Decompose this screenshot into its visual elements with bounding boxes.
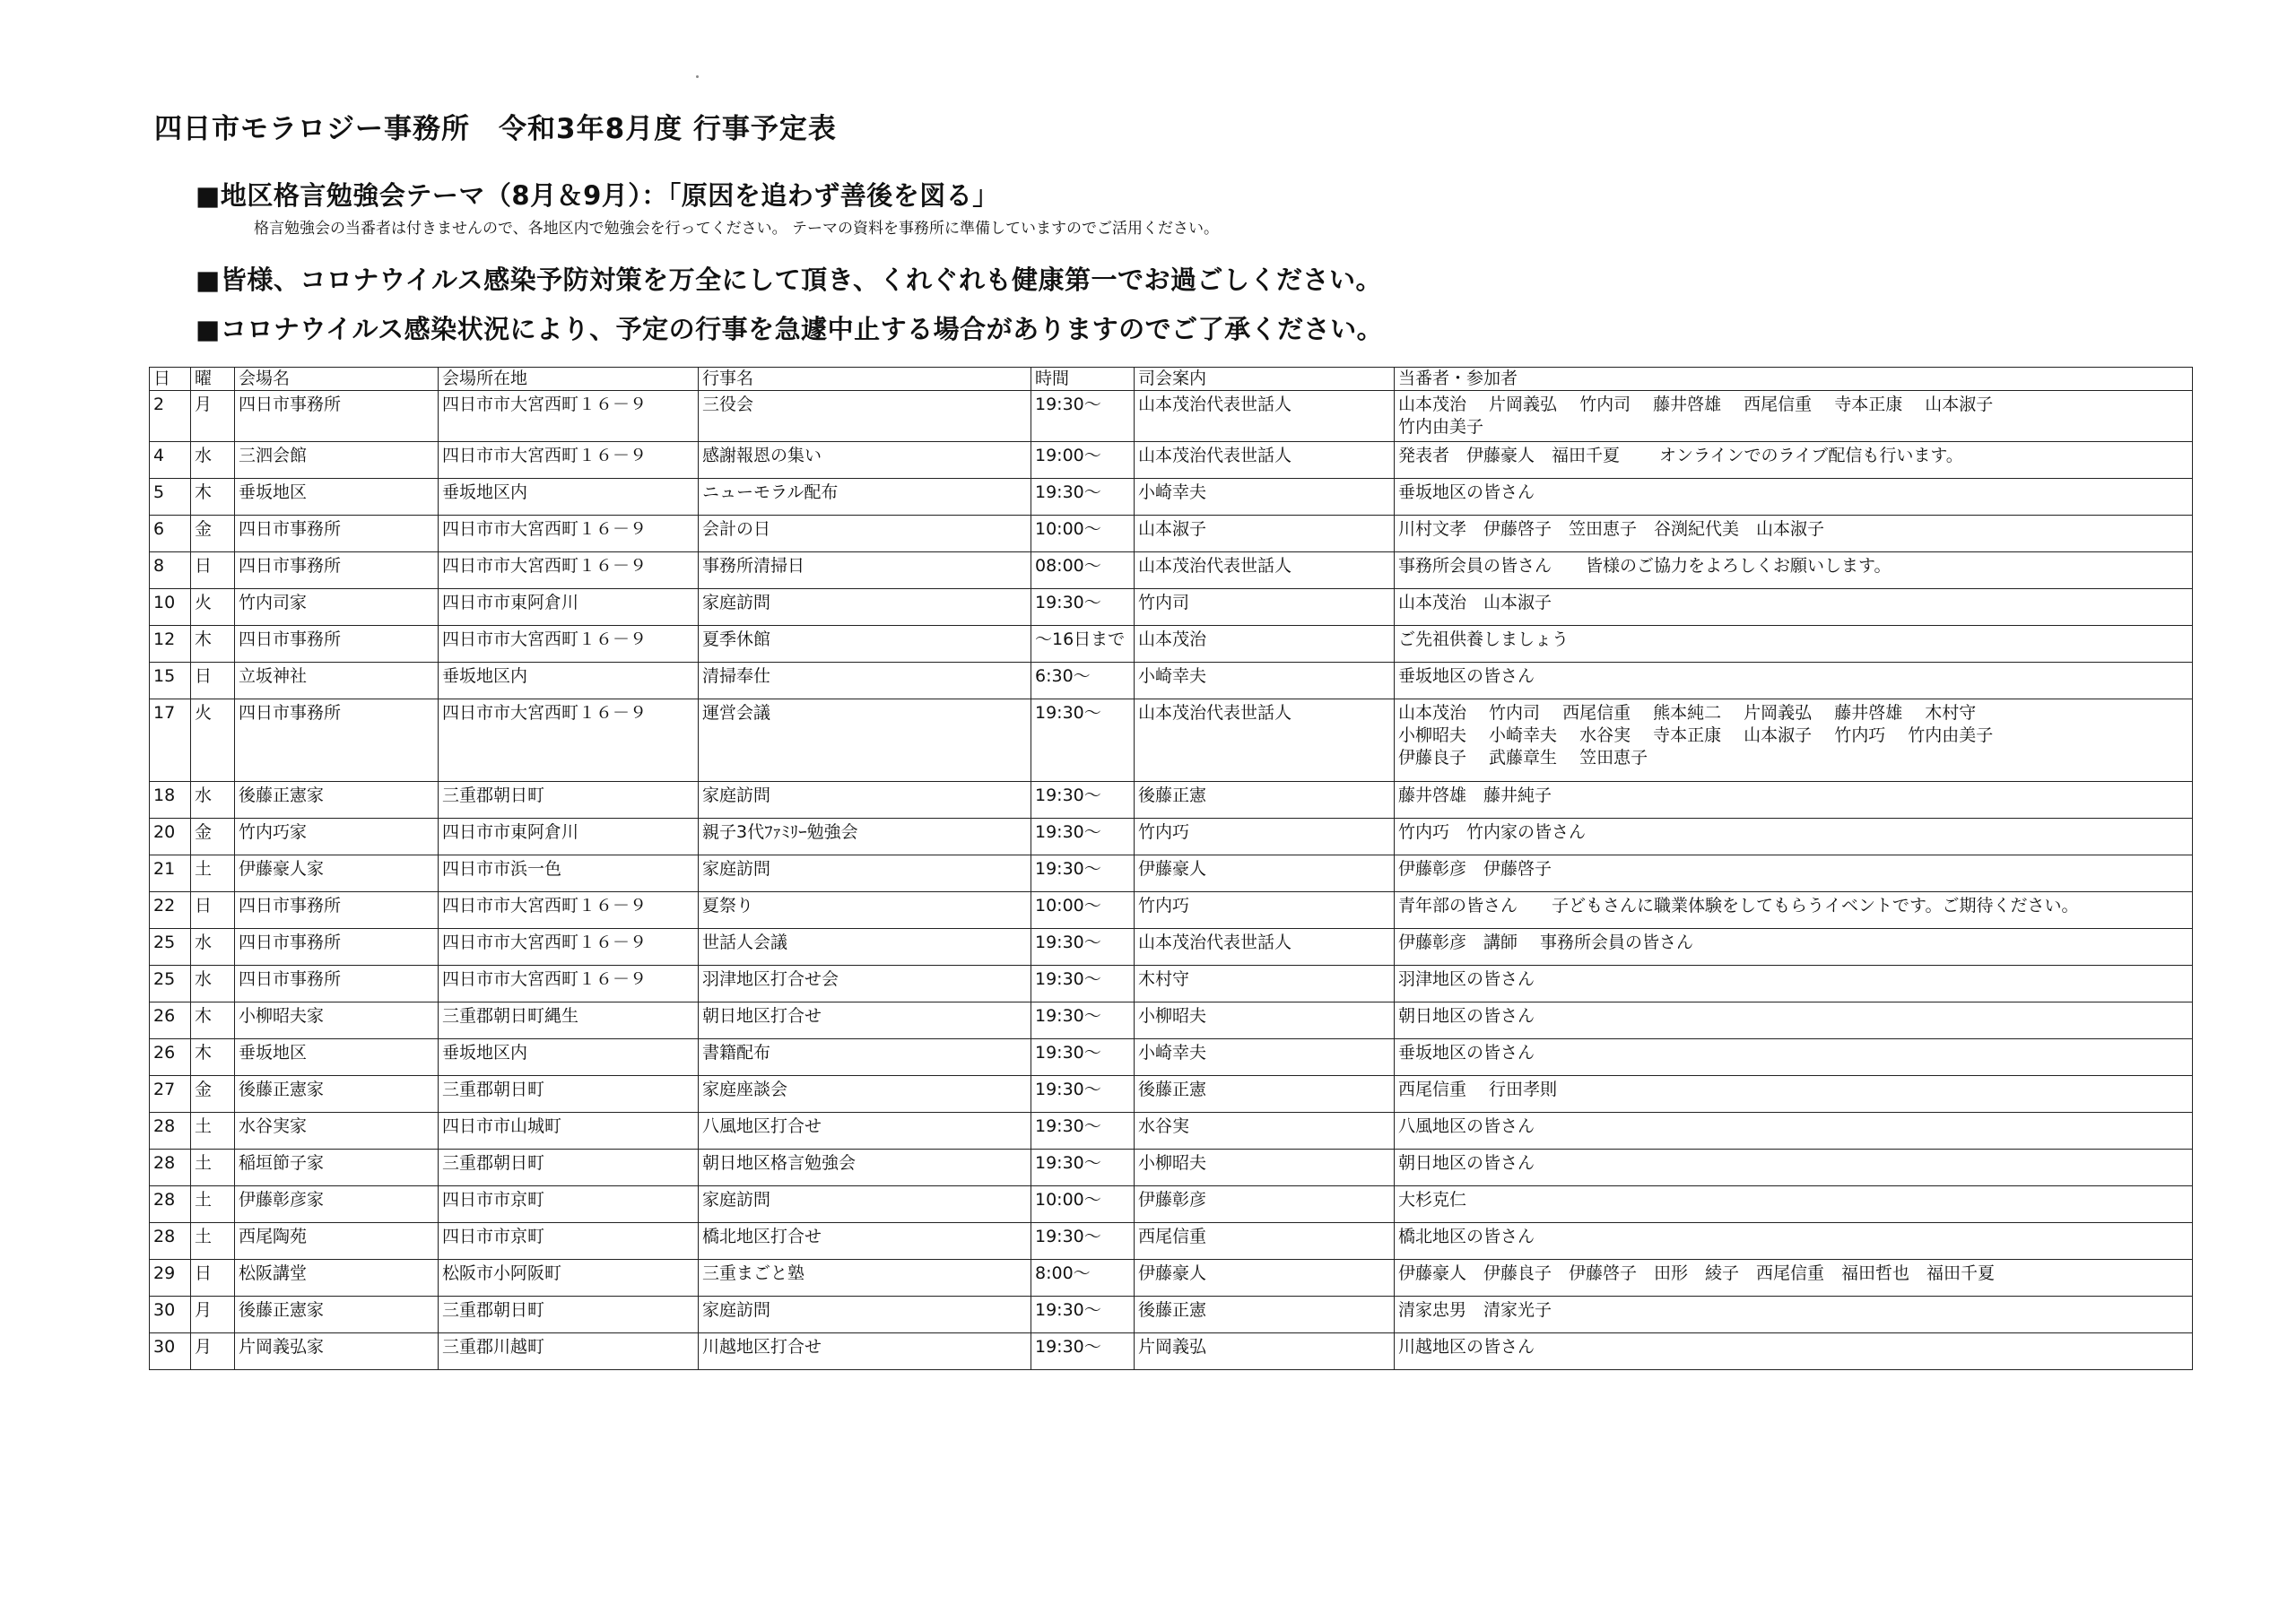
cell-address: 四日市市浜一色 xyxy=(439,855,699,892)
cell-day: 17 xyxy=(150,699,191,782)
cell-host: 山本茂治代表世話人 xyxy=(1135,929,1395,966)
participants-line: 八風地区の皆さん xyxy=(1398,1116,1535,1136)
participants-line: 発表者 伊藤豪人 福田千夏 オンラインでのライブ配信も行います。 xyxy=(1398,446,1963,465)
cell-day: 28 xyxy=(150,1223,191,1260)
participants-line: 伊藤彰彦 講師 事務所会員の皆さん xyxy=(1398,933,1694,952)
cell-event: 家庭座談会 xyxy=(699,1076,1031,1113)
cell-host: 山本茂治 xyxy=(1135,626,1395,663)
cell-day: 4 xyxy=(150,442,191,479)
cell-address: 四日市市大宮西町１６－９ xyxy=(439,552,699,589)
table-row xyxy=(150,1333,2193,1370)
cell-event: 八風地区打合せ xyxy=(699,1113,1031,1150)
participants-line: 伊藤豪人 伊藤良子 伊藤啓子 田形 綾子 西尾信重 福田哲也 福田千夏 xyxy=(1398,1263,1996,1283)
cell-day: 8 xyxy=(150,552,191,589)
cell-address: 垂坂地区内 xyxy=(439,479,699,516)
header-day: 日 xyxy=(150,368,191,391)
cell-day: 25 xyxy=(150,966,191,1002)
cell-address: 四日市市大宮西町１６－９ xyxy=(439,626,699,663)
cell-weekday: 木 xyxy=(191,479,235,516)
cell-weekday: 木 xyxy=(191,1039,235,1076)
cell-participants xyxy=(1395,966,2193,1002)
cell-time: 19:30～ xyxy=(1031,1113,1135,1150)
cell-event: 夏季休館 xyxy=(699,626,1031,663)
participants-line: 垂坂地区の皆さん xyxy=(1398,1043,1535,1063)
cell-time: 19:30～ xyxy=(1031,391,1135,442)
cell-venue: 片岡義弘家 xyxy=(235,1333,439,1370)
cell-venue: 四日市事務所 xyxy=(235,391,439,442)
cell-address: 三重郡川越町 xyxy=(439,1333,699,1370)
table-row xyxy=(150,855,2193,892)
participants-line: ご先祖供養しましょう xyxy=(1398,629,1570,649)
scan-speck xyxy=(696,75,699,78)
participants-line: 小柳昭夫 小崎幸夫 水谷実 寺本正康 山本淑子 竹内巧 竹内由美子 xyxy=(1398,725,1994,745)
cell-address: 四日市市京町 xyxy=(439,1223,699,1260)
participants-line: 西尾信重 行田孝則 xyxy=(1398,1080,1558,1099)
cell-time: 19:30～ xyxy=(1031,855,1135,892)
participants-line: 朝日地区の皆さん xyxy=(1398,1006,1535,1026)
cell-participants xyxy=(1395,1186,2193,1223)
cell-participants xyxy=(1395,1223,2193,1260)
cell-address: 四日市市大宮西町１６－９ xyxy=(439,442,699,479)
cell-venue: 松阪講堂 xyxy=(235,1260,439,1297)
cell-event: 家庭訪問 xyxy=(699,782,1031,819)
cell-event: 朝日地区打合せ xyxy=(699,1002,1031,1039)
participants-line: 川越地区の皆さん xyxy=(1398,1337,1535,1357)
notice-cancel: ■コロナウイルス感染状況により、予定の行事を急遽中止する場合がありますのでご了承ください。 xyxy=(196,314,1384,344)
table-row xyxy=(150,966,2193,1002)
cell-day: 6 xyxy=(150,516,191,552)
cell-event: 橋北地区打合せ xyxy=(699,1223,1031,1260)
cell-weekday: 水 xyxy=(191,966,235,1002)
cell-day: 15 xyxy=(150,663,191,699)
cell-time: 19:30～ xyxy=(1031,699,1135,782)
table-row xyxy=(150,589,2193,626)
cell-day: 25 xyxy=(150,929,191,966)
table-row xyxy=(150,1223,2193,1260)
cell-event: 親子3代ﾌｧﾐﾘｰ勉強会 xyxy=(699,819,1031,855)
cell-venue: 四日市事務所 xyxy=(235,892,439,929)
participants-line: 竹内巧 竹内家の皆さん xyxy=(1398,822,1587,842)
cell-weekday: 土 xyxy=(191,855,235,892)
cell-venue: 四日市事務所 xyxy=(235,699,439,782)
cell-host: 水谷実 xyxy=(1135,1113,1395,1150)
cell-venue: 伊藤彰彦家 xyxy=(235,1186,439,1223)
cell-day: 21 xyxy=(150,855,191,892)
cell-venue: 四日市事務所 xyxy=(235,929,439,966)
cell-venue: 西尾陶苑 xyxy=(235,1223,439,1260)
cell-time: 19:30～ xyxy=(1031,782,1135,819)
cell-venue: 四日市事務所 xyxy=(235,626,439,663)
cell-participants xyxy=(1395,1260,2193,1297)
cell-day: 10 xyxy=(150,589,191,626)
cell-event: 川越地区打合せ xyxy=(699,1333,1031,1370)
cell-time: 19:30～ xyxy=(1031,929,1135,966)
cell-venue: 垂坂地区 xyxy=(235,479,439,516)
cell-weekday: 土 xyxy=(191,1150,235,1186)
cell-event: 事務所清掃日 xyxy=(699,552,1031,589)
cell-time: 19:30～ xyxy=(1031,1333,1135,1370)
cell-weekday: 水 xyxy=(191,929,235,966)
cell-venue: 後藤正憲家 xyxy=(235,1076,439,1113)
cell-event: 夏祭り xyxy=(699,892,1031,929)
cell-participants xyxy=(1395,819,2193,855)
participants-line: 伊藤良子 武藤章生 笠田恵子 xyxy=(1398,748,1648,768)
cell-day: 5 xyxy=(150,479,191,516)
cell-time: 10:00～ xyxy=(1031,892,1135,929)
cell-address: 垂坂地区内 xyxy=(439,1039,699,1076)
table-row xyxy=(150,1150,2193,1186)
cell-event: 羽津地区打合せ会 xyxy=(699,966,1031,1002)
participants-line: 藤井啓雄 藤井純子 xyxy=(1398,785,1552,805)
participants-line: 橋北地区の皆さん xyxy=(1398,1227,1535,1246)
cell-participants xyxy=(1395,626,2193,663)
cell-venue: 四日市事務所 xyxy=(235,552,439,589)
cell-event: 書籍配布 xyxy=(699,1039,1031,1076)
table-row xyxy=(150,819,2193,855)
cell-time: ～16日まで xyxy=(1031,626,1135,663)
participants-line: 山本茂治 竹内司 西尾信重 熊本純二 片岡義弘 藤井啓雄 木村守 xyxy=(1398,703,1977,723)
notice-theme-sub: 格言勉強会の当番者は付きませんので、各地区内で勉強会を行ってください。 テーマの資料を事務所に準備していますのでご活用ください。 xyxy=(254,220,1220,238)
cell-weekday: 日 xyxy=(191,552,235,589)
cell-event: 家庭訪問 xyxy=(699,1297,1031,1333)
header-venue: 会場名 xyxy=(235,368,439,391)
cell-participants xyxy=(1395,1002,2193,1039)
cell-participants xyxy=(1395,442,2193,479)
cell-venue: 三泗会館 xyxy=(235,442,439,479)
cell-weekday: 金 xyxy=(191,516,235,552)
participants-line: 垂坂地区の皆さん xyxy=(1398,482,1535,502)
cell-host: 西尾信重 xyxy=(1135,1223,1395,1260)
participants-line: 大杉克仁 xyxy=(1398,1190,1467,1210)
cell-address: 三重郡朝日町縄生 xyxy=(439,1002,699,1039)
cell-event: 世話人会議 xyxy=(699,929,1031,966)
cell-venue: 四日市事務所 xyxy=(235,966,439,1002)
cell-time: 19:30～ xyxy=(1031,589,1135,626)
table-row xyxy=(150,479,2193,516)
cell-weekday: 水 xyxy=(191,442,235,479)
cell-venue: 四日市事務所 xyxy=(235,516,439,552)
cell-venue: 伊藤豪人家 xyxy=(235,855,439,892)
cell-event: ニューモラル配布 xyxy=(699,479,1031,516)
table-row xyxy=(150,1002,2193,1039)
cell-weekday: 火 xyxy=(191,699,235,782)
cell-weekday: 木 xyxy=(191,626,235,663)
cell-host: 山本茂治代表世話人 xyxy=(1135,552,1395,589)
cell-participants xyxy=(1395,391,2193,442)
table-row xyxy=(150,1186,2193,1223)
table-row xyxy=(150,1297,2193,1333)
schedule-body xyxy=(150,391,2193,1370)
participants-line: 山本茂治 片岡義弘 竹内司 藤井啓雄 西尾信重 寺本正康 山本淑子 xyxy=(1398,395,1994,414)
cell-weekday: 金 xyxy=(191,819,235,855)
cell-time: 10:00～ xyxy=(1031,1186,1135,1223)
cell-venue: 後藤正憲家 xyxy=(235,782,439,819)
cell-event: 朝日地区格言勉強会 xyxy=(699,1150,1031,1186)
cell-time: 19:30～ xyxy=(1031,1076,1135,1113)
cell-host: 竹内巧 xyxy=(1135,819,1395,855)
cell-participants xyxy=(1395,1039,2193,1076)
cell-weekday: 日 xyxy=(191,1260,235,1297)
cell-participants xyxy=(1395,892,2193,929)
cell-host: 伊藤豪人 xyxy=(1135,855,1395,892)
participants-line: 川村文孝 伊藤啓子 笠田恵子 谷渕紀代美 山本淑子 xyxy=(1398,519,1825,539)
cell-address: 四日市市京町 xyxy=(439,1186,699,1223)
cell-venue: 竹内司家 xyxy=(235,589,439,626)
cell-participants xyxy=(1395,516,2193,552)
cell-address: 四日市市大宮西町１６－９ xyxy=(439,391,699,442)
cell-host: 竹内巧 xyxy=(1135,892,1395,929)
cell-address: 三重郡朝日町 xyxy=(439,1150,699,1186)
participants-line: 青年部の皆さん 子どもさんに職業体験をしてもらうイベントです。ご期待ください。 xyxy=(1398,896,2079,916)
cell-time: 19:30～ xyxy=(1031,1039,1135,1076)
cell-venue: 立坂神社 xyxy=(235,663,439,699)
header-time: 時間 xyxy=(1031,368,1135,391)
header-participants: 当番者・参加者 xyxy=(1395,368,2193,391)
table-row xyxy=(150,626,2193,663)
cell-day: 28 xyxy=(150,1150,191,1186)
cell-weekday: 水 xyxy=(191,782,235,819)
cell-weekday: 月 xyxy=(191,391,235,442)
cell-address: 三重郡朝日町 xyxy=(439,782,699,819)
table-row xyxy=(150,442,2193,479)
cell-address: 四日市市大宮西町１６－９ xyxy=(439,966,699,1002)
cell-day: 28 xyxy=(150,1186,191,1223)
participants-line: 羽津地区の皆さん xyxy=(1398,969,1535,989)
table-row xyxy=(150,1113,2193,1150)
cell-venue: 稲垣節子家 xyxy=(235,1150,439,1186)
cell-day: 20 xyxy=(150,819,191,855)
table-row xyxy=(150,699,2193,782)
cell-participants xyxy=(1395,1113,2193,1150)
cell-host: 小崎幸夫 xyxy=(1135,479,1395,516)
cell-time: 19:30～ xyxy=(1031,1150,1135,1186)
cell-event: 家庭訪問 xyxy=(699,855,1031,892)
cell-participants xyxy=(1395,782,2193,819)
cell-participants xyxy=(1395,589,2193,626)
cell-host: 小柳昭夫 xyxy=(1135,1150,1395,1186)
cell-weekday: 木 xyxy=(191,1002,235,1039)
cell-host: 山本茂治代表世話人 xyxy=(1135,699,1395,782)
notice-health: ■皆様、コロナウイルス感染予防対策を万全にして頂き、くれぐれも健康第一でお過ごしください。 xyxy=(196,265,1383,295)
cell-day: 22 xyxy=(150,892,191,929)
cell-host: 小崎幸夫 xyxy=(1135,1039,1395,1076)
cell-event: 三役会 xyxy=(699,391,1031,442)
cell-participants xyxy=(1395,663,2193,699)
cell-time: 19:00～ xyxy=(1031,442,1135,479)
cell-address: 四日市市大宮西町１６－９ xyxy=(439,929,699,966)
cell-weekday: 日 xyxy=(191,892,235,929)
table-header-row xyxy=(150,368,2193,391)
cell-day: 30 xyxy=(150,1333,191,1370)
cell-event: 三重まごと塾 xyxy=(699,1260,1031,1297)
cell-time: 19:30～ xyxy=(1031,1002,1135,1039)
cell-time: 10:00～ xyxy=(1031,516,1135,552)
header-weekday: 曜 xyxy=(191,368,235,391)
participants-line: 山本茂治 山本淑子 xyxy=(1398,593,1552,612)
cell-address: 三重郡朝日町 xyxy=(439,1297,699,1333)
table-row xyxy=(150,391,2193,442)
cell-time: 19:30～ xyxy=(1031,1223,1135,1260)
cell-host: 山本淑子 xyxy=(1135,516,1395,552)
cell-address: 三重郡朝日町 xyxy=(439,1076,699,1113)
cell-event: 家庭訪問 xyxy=(699,589,1031,626)
participants-line: 竹内由美子 xyxy=(1398,417,1484,437)
participants-line: 伊藤彰彦 伊藤啓子 xyxy=(1398,859,1552,879)
cell-day: 30 xyxy=(150,1297,191,1333)
cell-weekday: 日 xyxy=(191,663,235,699)
notice-theme: ■地区格言勉強会テーマ（8月＆9月）：「原因を追わず善後を図る」 xyxy=(196,180,999,211)
cell-day: 29 xyxy=(150,1260,191,1297)
cell-venue: 水谷実家 xyxy=(235,1113,439,1150)
cell-address: 垂坂地区内 xyxy=(439,663,699,699)
cell-day: 26 xyxy=(150,1002,191,1039)
participants-line: 清家忠男 清家光子 xyxy=(1398,1300,1552,1320)
cell-weekday: 土 xyxy=(191,1186,235,1223)
cell-participants xyxy=(1395,699,2193,782)
cell-host: 山本茂治代表世話人 xyxy=(1135,391,1395,442)
cell-day: 2 xyxy=(150,391,191,442)
table-row xyxy=(150,1260,2193,1297)
cell-host: 後藤正憲 xyxy=(1135,1297,1395,1333)
cell-time: 8:00～ xyxy=(1031,1260,1135,1297)
cell-venue: 竹内巧家 xyxy=(235,819,439,855)
cell-weekday: 火 xyxy=(191,589,235,626)
participants-line: 朝日地区の皆さん xyxy=(1398,1153,1535,1173)
cell-address: 四日市市東阿倉川 xyxy=(439,589,699,626)
table-row xyxy=(150,1076,2193,1113)
header-address: 会場所在地 xyxy=(439,368,699,391)
cell-day: 28 xyxy=(150,1113,191,1150)
table-row xyxy=(150,929,2193,966)
cell-host: 小崎幸夫 xyxy=(1135,663,1395,699)
cell-host: 山本茂治代表世話人 xyxy=(1135,442,1395,479)
cell-host: 木村守 xyxy=(1135,966,1395,1002)
cell-participants xyxy=(1395,1333,2193,1370)
cell-time: 19:30～ xyxy=(1031,1297,1135,1333)
cell-day: 18 xyxy=(150,782,191,819)
table-row xyxy=(150,892,2193,929)
cell-host: 小柳昭夫 xyxy=(1135,1002,1395,1039)
cell-event: 感謝報恩の集い xyxy=(699,442,1031,479)
cell-address: 四日市市大宮西町１６－９ xyxy=(439,699,699,782)
cell-host: 片岡義弘 xyxy=(1135,1333,1395,1370)
cell-weekday: 土 xyxy=(191,1113,235,1150)
cell-time: 08:00～ xyxy=(1031,552,1135,589)
cell-address: 四日市市東阿倉川 xyxy=(439,819,699,855)
cell-address: 四日市市大宮西町１６－９ xyxy=(439,516,699,552)
header-event: 行事名 xyxy=(699,368,1031,391)
participants-line: 垂坂地区の皆さん xyxy=(1398,666,1535,686)
table-row xyxy=(150,552,2193,589)
cell-participants xyxy=(1395,479,2193,516)
cell-participants xyxy=(1395,929,2193,966)
cell-day: 26 xyxy=(150,1039,191,1076)
page-title: 四日市モラロジー事務所 令和3年8月度 行事予定表 xyxy=(154,113,837,145)
cell-time: 19:30～ xyxy=(1031,819,1135,855)
cell-venue: 垂坂地区 xyxy=(235,1039,439,1076)
cell-address: 松阪市小阿阪町 xyxy=(439,1260,699,1297)
cell-host: 後藤正憲 xyxy=(1135,1076,1395,1113)
cell-day: 27 xyxy=(150,1076,191,1113)
cell-participants xyxy=(1395,1150,2193,1186)
cell-participants xyxy=(1395,1297,2193,1333)
cell-event: 運営会議 xyxy=(699,699,1031,782)
cell-host: 竹内司 xyxy=(1135,589,1395,626)
table-row xyxy=(150,1039,2193,1076)
participants-line: 事務所会員の皆さん 皆様のご協力をよろしくお願いします。 xyxy=(1398,556,1892,576)
cell-participants xyxy=(1395,855,2193,892)
cell-event: 清掃奉仕 xyxy=(699,663,1031,699)
cell-weekday: 月 xyxy=(191,1333,235,1370)
cell-event: 家庭訪問 xyxy=(699,1186,1031,1223)
header-host: 司会案内 xyxy=(1135,368,1395,391)
cell-participants xyxy=(1395,1076,2193,1113)
cell-venue: 小柳昭夫家 xyxy=(235,1002,439,1039)
cell-day: 12 xyxy=(150,626,191,663)
cell-host: 後藤正憲 xyxy=(1135,782,1395,819)
cell-weekday: 月 xyxy=(191,1297,235,1333)
cell-host: 伊藤豪人 xyxy=(1135,1260,1395,1297)
cell-weekday: 土 xyxy=(191,1223,235,1260)
cell-time: 19:30～ xyxy=(1031,479,1135,516)
cell-time: 19:30～ xyxy=(1031,966,1135,1002)
table-row xyxy=(150,663,2193,699)
cell-participants xyxy=(1395,552,2193,589)
cell-time: 6:30～ xyxy=(1031,663,1135,699)
cell-weekday: 金 xyxy=(191,1076,235,1113)
cell-event: 会計の日 xyxy=(699,516,1031,552)
cell-address: 四日市市大宮西町１６－９ xyxy=(439,892,699,929)
cell-host: 伊藤彰彦 xyxy=(1135,1186,1395,1223)
cell-address: 四日市市山城町 xyxy=(439,1113,699,1150)
cell-venue: 後藤正憲家 xyxy=(235,1297,439,1333)
table-row xyxy=(150,516,2193,552)
schedule-table xyxy=(149,367,2193,1370)
table-row xyxy=(150,782,2193,819)
